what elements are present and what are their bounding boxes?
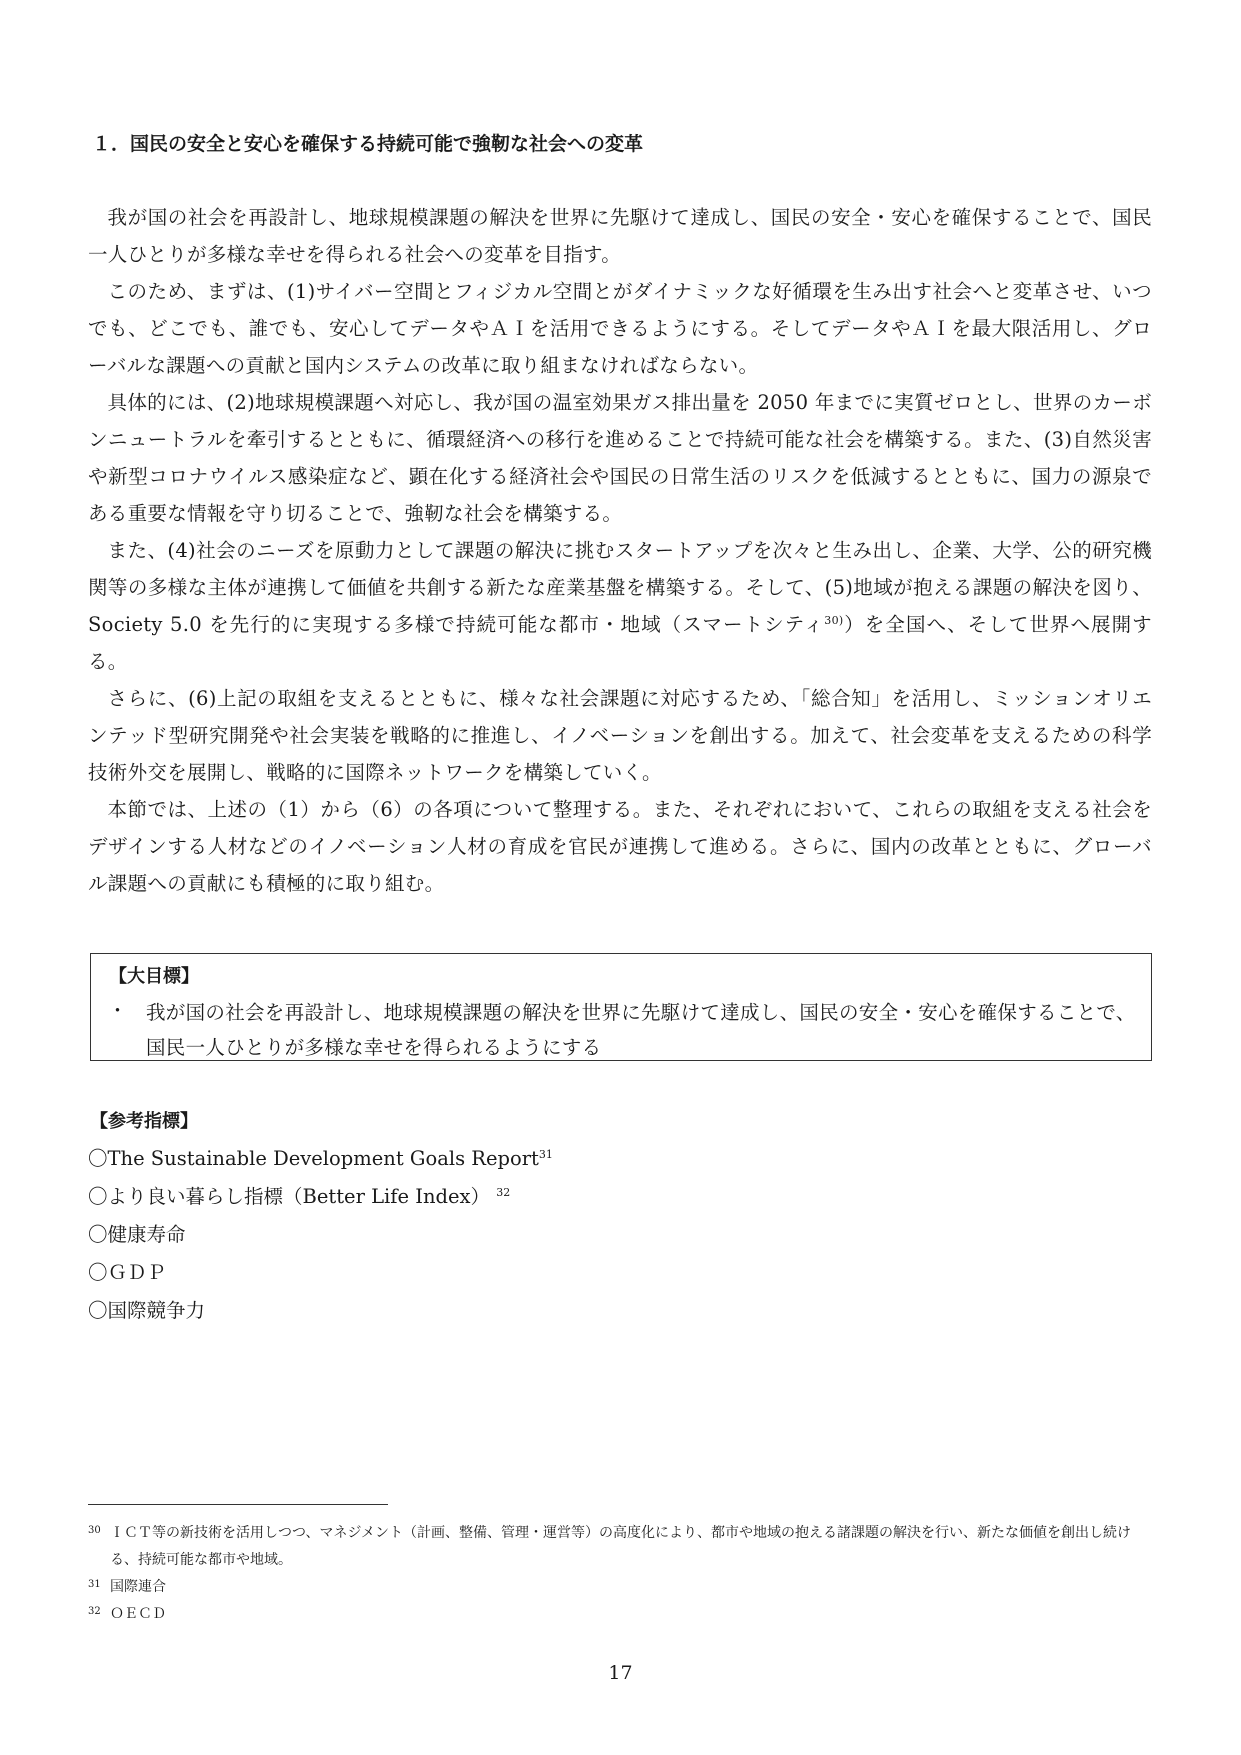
- reference-text: 〇より良い暮らし指標（Better Life Index）: [88, 1185, 491, 1208]
- footnote: [88, 1520, 1152, 1574]
- body-text: [88, 199, 1152, 902]
- reference-text: 〇ＧＤＰ: [88, 1261, 167, 1284]
- reference-item: [88, 1254, 553, 1292]
- reference-item: [88, 1140, 553, 1178]
- footnote-ref[interactable]: 31: [538, 1148, 553, 1161]
- reference-text: 〇The Sustainable Development Goals Report: [88, 1147, 539, 1170]
- section-heading: １．国民の安全と安心を確保する持続可能で強靭な社会への変革: [92, 133, 644, 155]
- paragraph: 具体的には、(2)地球規模課題へ対応し、我が国の温室効果ガス排出量を 2050 年までに実質ゼロとし、世界のカーボンニュートラルを牽引するとともに、循環経済への移行を進めることで持続可能な社会を構築する。また、(3)自然災害や新型コロナウイルス感染症など、顕在化する経済社会や国民の日常生活のリスクを低減するとともに、国力の源泉である重要な情報を守り切ることで、強靭な社会を構築する。: [88, 391, 1152, 525]
- footnote-number: 30: [88, 1525, 101, 1536]
- reference-text: 〇健康寿命: [88, 1223, 186, 1246]
- footnote-divider: [88, 1504, 388, 1505]
- footnotes: [88, 1520, 1152, 1628]
- goal-box-title: 【大目標】: [109, 966, 199, 987]
- paragraph: さらに、(6)上記の取組を支えるとともに、様々な社会課題に対応するため、「総合知」を活用し、ミッションオリエンテッド型研究開発や社会実装を戦略的に推進し、イノベーションを創出する。加えて、社会変革を支えるための科学技術外交を展開し、戦略的に国際ネットワークを構築していく。: [88, 687, 1152, 784]
- reference-list: [88, 1140, 553, 1330]
- footnote-text: ＩＣＴ等の新技術を活用しつつ、マネジメント（計画、整備、管理・運営等）の高度化により、都市や地域の抱える諸課題の解決を行い、新たな価値を創出し続ける、持続可能な都市や地域。: [110, 1525, 1132, 1568]
- paragraph: 本節では、上述の（1）から（6）の各項について整理する。また、それぞれにおいて、これらの取組を支える社会をデザインする人材などのイノベーション人材の育成を官民が連携して進める。さらに、国内の改革とともに、グローバル課題への貢献にも積極的に取り組む。: [88, 798, 1152, 895]
- footnote-ref[interactable]: 32: [496, 1186, 511, 1199]
- footnote-text: ＯＥＣＤ: [110, 1606, 166, 1622]
- reference-item: [88, 1216, 553, 1254]
- paragraph-text: ）を全国へ、そして世界へ展開する。: [88, 613, 1152, 673]
- footnote-number: 32: [88, 1606, 101, 1617]
- reference-title: 【参考指標】: [90, 1111, 198, 1132]
- reference-item: [88, 1178, 553, 1216]
- paragraph-text: また、(4)社会のニーズを原動力として課題の解決に挑むスタートアップを次々と生み出し、企業、大学、公的研究機関等の多様な主体が連携して価値を共創する新たな産業基盤を構築する。そして、(5)地域が抱える課題の解決を図り、Society 5.0 を先行的に実現する多様で持続可能な都市・地域（スマートシティ: [88, 539, 1152, 636]
- reference-text: 〇国際競争力: [88, 1299, 206, 1322]
- footnote: [88, 1574, 1152, 1601]
- paragraph: 我が国の社会を再設計し、地球規模課題の解決を世界に先駆けて達成し、国民の安全・安心を確保することで、国民一人ひとりが多様な幸せを得られる社会への変革を目指す。: [88, 206, 1152, 266]
- reference-item: [88, 1292, 553, 1330]
- paragraph: このため、まずは、(1)サイバー空間とフィジカル空間とがダイナミックな好循環を生み出す社会へと変革させ、いつでも、どこでも、誰でも、安心してデータやＡＩを活用できるようにする。そしてデータやＡＩを最大限活用し、グローバルな課題への貢献と国内システムの改革に取り組まなければならない。: [88, 280, 1152, 377]
- footnote-text: 国際連合: [110, 1579, 166, 1595]
- page-number: 17: [608, 1662, 633, 1684]
- bullet-icon: ・: [108, 1000, 128, 1022]
- goal-box: [90, 953, 1152, 1061]
- footnote: [88, 1601, 1152, 1628]
- footnote-number: 31: [88, 1579, 101, 1590]
- footnote-ref[interactable]: 30): [824, 614, 844, 627]
- paragraph: [88, 532, 1152, 680]
- goal-box-text: 我が国の社会を再設計し、地球規模課題の解決を世界に先駆けて達成し、国民の安全・安心を確保することで、国民一人ひとりが多様な幸せを得られるようにする: [146, 1001, 1136, 1059]
